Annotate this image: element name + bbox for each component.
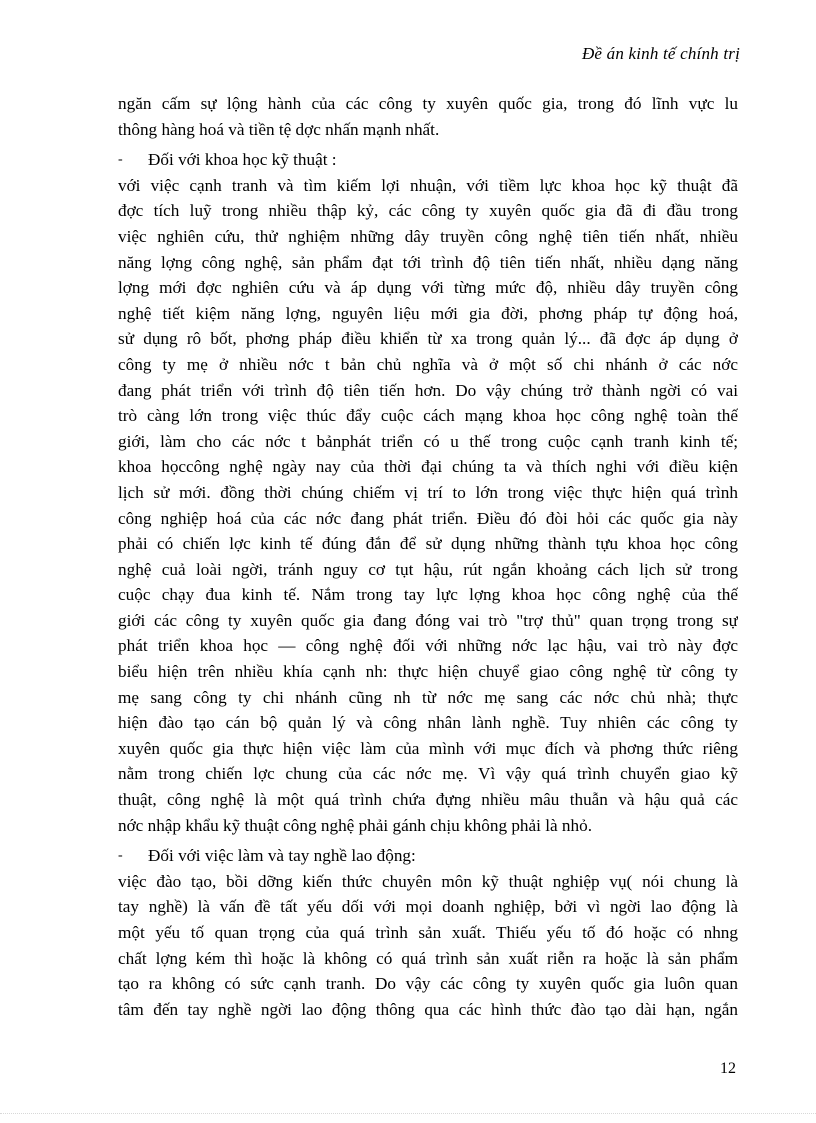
section-employment-skills [118,843,738,1022]
text-line: thuật, công nghệ là một quá trình chứa đựng nhiều mâu thuẫn và hậu quả các [118,790,738,810]
text-line: lịch sử mới. đồng thời chúng chiếm vị trí to lớn trong việc thực hiện quá trình [118,482,738,502]
text-line: hiện đào tạo cán bộ quản lý và công nhân lành nghề. Tuy nhiên các công ty [118,713,738,733]
text-line: công nghiệp hoá của các nớc đang phát triển. Điều đó đòi hỏi các quốc gia này [118,508,738,528]
page-header-title: Đề án kinh tế chính trị [581,44,740,63]
section-science-technology [118,147,738,838]
text-line: phải có chiến lợc kinh tế đúng đắn để sử dụng những thành tựu khoa học công [118,534,738,554]
text-line: phát triển khoa học — công nghệ đối với những nớc lạc hậu, vai trò này đợc [118,636,738,656]
text-line: nghệ tiết kiệm năng lợng, nguyên liệu mới gia đời, phơng pháp tự động hoá, [118,303,738,323]
text-line: đang phát triển với trình độ tiên tiến hơn. Do vậy chúng trở thành ngời có vai [118,380,738,400]
section-heading-text: Đối với khoa học kỹ thuật : [148,150,337,170]
text-line: giới các công ty xuyên quốc gia đang đóng vai trò "trợ thủ" quan trọng trong sự [118,610,738,630]
text-line: tạo ra không có sức cạnh tranh. Do vậy các công ty xuyên quốc gia luôn quan [118,974,738,994]
bullet-dash-icon: - [118,848,123,864]
page-bottom-divider [0,1113,816,1114]
text-line: giới, làm cho các nớc t bảnphát triển có u thế trong cuộc cạnh tranh kinh tế; [118,431,738,451]
text-line: xuyên quốc gia thực hiện việc làm của mình với mục đích và phơng thức riêng [118,738,738,758]
page-body [118,91,738,1022]
text-line: chất lợng kém thì hoặc là không có quá trình sản xuất riễn ra hoặc là sản phẩm [118,948,738,968]
section-heading-text: Đối với việc làm và tay nghề lao động: [148,846,416,866]
text-line: việc nghiên cứu, thử nghiệm những dây truyền công nghệ tiên tiến nhất, nhiều [118,226,738,246]
text-line: với việc cạnh tranh và tìm kiếm lợi nhuận, với tiềm lực khoa học kỹ thuật đã [118,175,738,195]
text-line: đợc tích luỹ trong nhiều thập kỷ, các công ty xuyên quốc gia đã đi đầu trong [118,201,738,221]
text-line: nghệ cuả loài ngời, tránh nguy cơ tụt hậu, rút ngắn khoảng cách lịch sử trong [118,559,738,579]
text-line: nớc nhập khẩu kỹ thuật công nghệ phải gánh chịu không phải là nhỏ. [118,815,592,835]
text-line: việc đào tạo, bồi dỡng kiến thức chuyên môn kỹ thuật nghiệp vụ( nói chung là [118,871,738,891]
bullet-dash-icon: - [118,152,123,168]
text-line: tâm đến tay nghề ngời lao động thông qua các hình thức đào tạo dài hạn, ngắn [118,999,738,1019]
text-line: lợng mới đợc nghiên cứu và áp dụng với từng mức độ, nhiều dây truyền công [118,278,738,298]
text-line: trò càng lớn trong việc thúc đẩy cuộc cách mạng khoa học công nghệ toàn thế [118,406,738,426]
text-line: khoa họccông nghệ ngày nay của thời đại chúng ta và thích nghi với điều kiện [118,457,738,477]
text-line: tay nghề) là vấn đề tất yếu dối với mọi doanh nghiệp, bởi vì ngời lao động là [118,897,738,917]
text-line: một yếu tố quan trọng của quá trình sản xuất. Thiếu yếu tố đó hoặc có nhng [118,923,738,942]
section-heading [118,843,738,869]
text-line: thông hàng hoá và tiền tệ dợc nhấn mạnh nhất. [118,119,440,139]
text-line: công ty mẹ ở nhiều nớc t bản chủ nghĩa và ở một số chi nhánh ở các nớc [118,354,738,374]
section-heading [118,147,738,173]
text-line: ngăn cấm sự lộng hành của các công ty xuyên quốc gia, trong đó lĩnh vực lu [118,94,738,113]
page-number: 12 [720,1060,736,1077]
text-line: mẹ sang công ty chi nhánh cũng nh từ nớc mẹ sang các nớc chủ nhà; thực [118,687,738,707]
text-line: năng lợng công nghệ, sản phẩm đạt tới trình độ tiên tiến nhất, nhiều dạng năng [118,252,738,272]
text-line: cuộc chạy đua kinh tế. Nắm trong tay lực lợng khoa học công nghệ của thế [118,585,738,605]
text-line: nằm trong chiến lợc chung của các nớc mẹ. Vì vậy quá trình chuyển giao kỹ [118,764,738,784]
text-line: sử dụng rô bốt, phơng pháp điều khiển từ xa trong quản lý... đã đợc áp dụng ở [118,329,738,349]
paragraph-intro [118,91,738,142]
text-line: biểu hiện trên nhiều khía cạnh nh: thực hiện chuyể giao công nghệ từ công ty [118,662,738,682]
